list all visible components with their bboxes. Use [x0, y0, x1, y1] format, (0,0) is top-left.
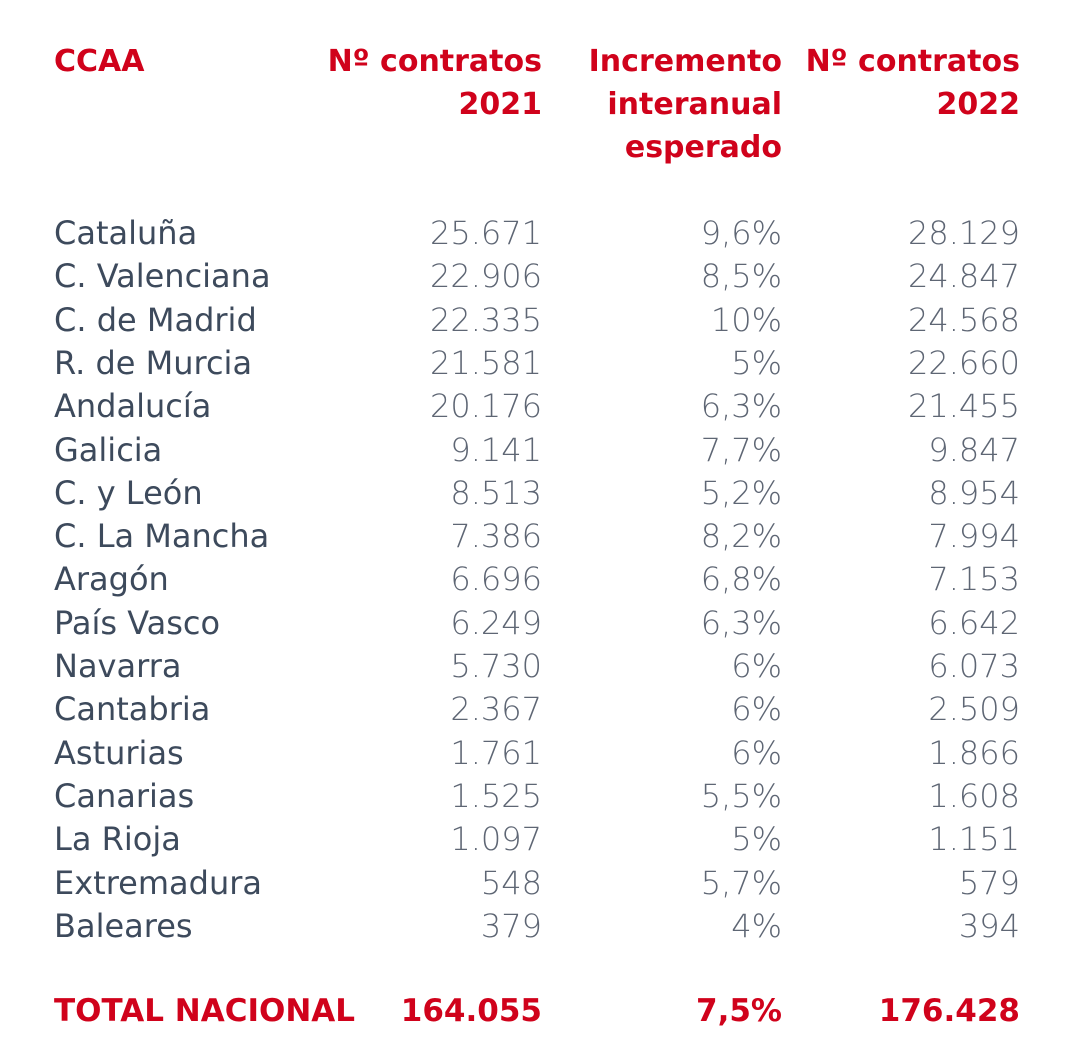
header-increase-line1: Incremento [588, 44, 782, 79]
row-region: La Rioja [54, 820, 181, 858]
row-contracts-2022: 579 [958, 864, 1020, 902]
row-contracts-2022: 2.509 [928, 690, 1020, 728]
row-contracts-2022: 7.994 [928, 517, 1020, 555]
row-region: R. de Murcia [54, 344, 253, 382]
header-contracts-2021-line2: 2021 [458, 87, 542, 122]
row-contracts-2021: 22.906 [430, 257, 542, 295]
total-contracts-2021: 164.055 [400, 993, 542, 1029]
row-contracts-2021: 6.249 [450, 604, 542, 642]
row-contracts-2022: 6.073 [928, 647, 1020, 685]
row-contracts-2021: 6.696 [450, 560, 542, 598]
row-contracts-2021: 20.176 [430, 387, 542, 425]
header-contracts-2021 [328, 40, 542, 126]
row-increase: 5,2% [700, 474, 782, 512]
row-contracts-2021: 9.141 [450, 431, 542, 469]
header-contracts-2021-line1: Nº contratos [327, 44, 542, 79]
row-region: C. de Madrid [54, 301, 257, 339]
row-contracts-2021: 7.386 [450, 517, 542, 555]
row-increase: 6% [731, 647, 782, 685]
row-increase: 10% [710, 301, 782, 339]
header-region: CCAA [54, 44, 145, 79]
row-contracts-2022: 24.568 [908, 301, 1020, 339]
row-increase: 5% [731, 344, 782, 382]
row-increase: 5,7% [700, 864, 782, 902]
row-contracts-2021: 22.335 [430, 301, 542, 339]
row-contracts-2021: 2.367 [450, 690, 542, 728]
total-increase: 7,5% [696, 993, 782, 1029]
row-region: Asturias [54, 734, 184, 772]
total-contracts-2022: 176.428 [878, 993, 1020, 1029]
row-increase: 6,3% [700, 387, 782, 425]
row-contracts-2021: 548 [480, 864, 542, 902]
row-region: Galicia [54, 431, 163, 469]
row-contracts-2022: 6.642 [928, 604, 1020, 642]
row-region: Baleares [54, 907, 193, 945]
header-contracts-2022 [806, 40, 1020, 126]
row-contracts-2021: 1.097 [450, 820, 542, 858]
row-contracts-2022: 28.129 [908, 214, 1020, 252]
row-contracts-2022: 1.151 [928, 820, 1020, 858]
header-increase-line3: esperado [624, 130, 782, 165]
row-region: C. Valenciana [54, 257, 271, 295]
row-increase: 6,8% [700, 560, 782, 598]
row-contracts-2022: 1.866 [928, 734, 1020, 772]
row-region: Cantabria [54, 690, 211, 728]
row-contracts-2021: 21.581 [430, 344, 542, 382]
header-contracts-2022-line1: Nº contratos [805, 44, 1020, 79]
row-region: C. y León [54, 474, 203, 512]
row-increase: 5% [731, 820, 782, 858]
row-contracts-2022: 7.153 [928, 560, 1020, 598]
row-contracts-2022: 22.660 [908, 344, 1020, 382]
row-increase: 5,5% [700, 777, 782, 815]
row-contracts-2022: 24.847 [908, 257, 1020, 295]
row-contracts-2022: 8.954 [928, 474, 1020, 512]
row-increase: 6% [731, 734, 782, 772]
row-region: País Vasco [54, 604, 221, 642]
header-contracts-2022-line2: 2022 [936, 87, 1020, 122]
row-contracts-2021: 1.525 [450, 777, 542, 815]
row-region: Extremadura [54, 864, 262, 902]
row-increase: 6,3% [700, 604, 782, 642]
row-contracts-2021: 25.671 [430, 214, 542, 252]
row-region: C. La Mancha [54, 517, 270, 555]
row-increase: 8,2% [700, 517, 782, 555]
row-contracts-2022: 9.847 [928, 431, 1020, 469]
row-contracts-2021: 379 [480, 907, 542, 945]
row-region: Andalucía [54, 387, 212, 425]
row-contracts-2022: 394 [958, 907, 1020, 945]
row-increase: 4% [731, 907, 782, 945]
row-contracts-2022: 21.455 [908, 387, 1020, 425]
row-contracts-2021: 1.761 [450, 734, 542, 772]
header-increase [589, 40, 782, 169]
row-region: Navarra [54, 647, 182, 685]
row-increase: 7,7% [700, 431, 782, 469]
row-increase: 8,5% [700, 257, 782, 295]
row-increase: 6% [731, 690, 782, 728]
row-contracts-2021: 5.730 [450, 647, 542, 685]
total-region: TOTAL NACIONAL [54, 993, 356, 1029]
row-increase: 9,6% [700, 214, 782, 252]
header-increase-line2: interanual [607, 87, 782, 122]
row-contracts-2022: 1.608 [928, 777, 1020, 815]
row-region: Aragón [54, 560, 169, 598]
row-contracts-2021: 8.513 [450, 474, 542, 512]
row-region: Canarias [54, 777, 195, 815]
row-region: Cataluña [54, 214, 198, 252]
